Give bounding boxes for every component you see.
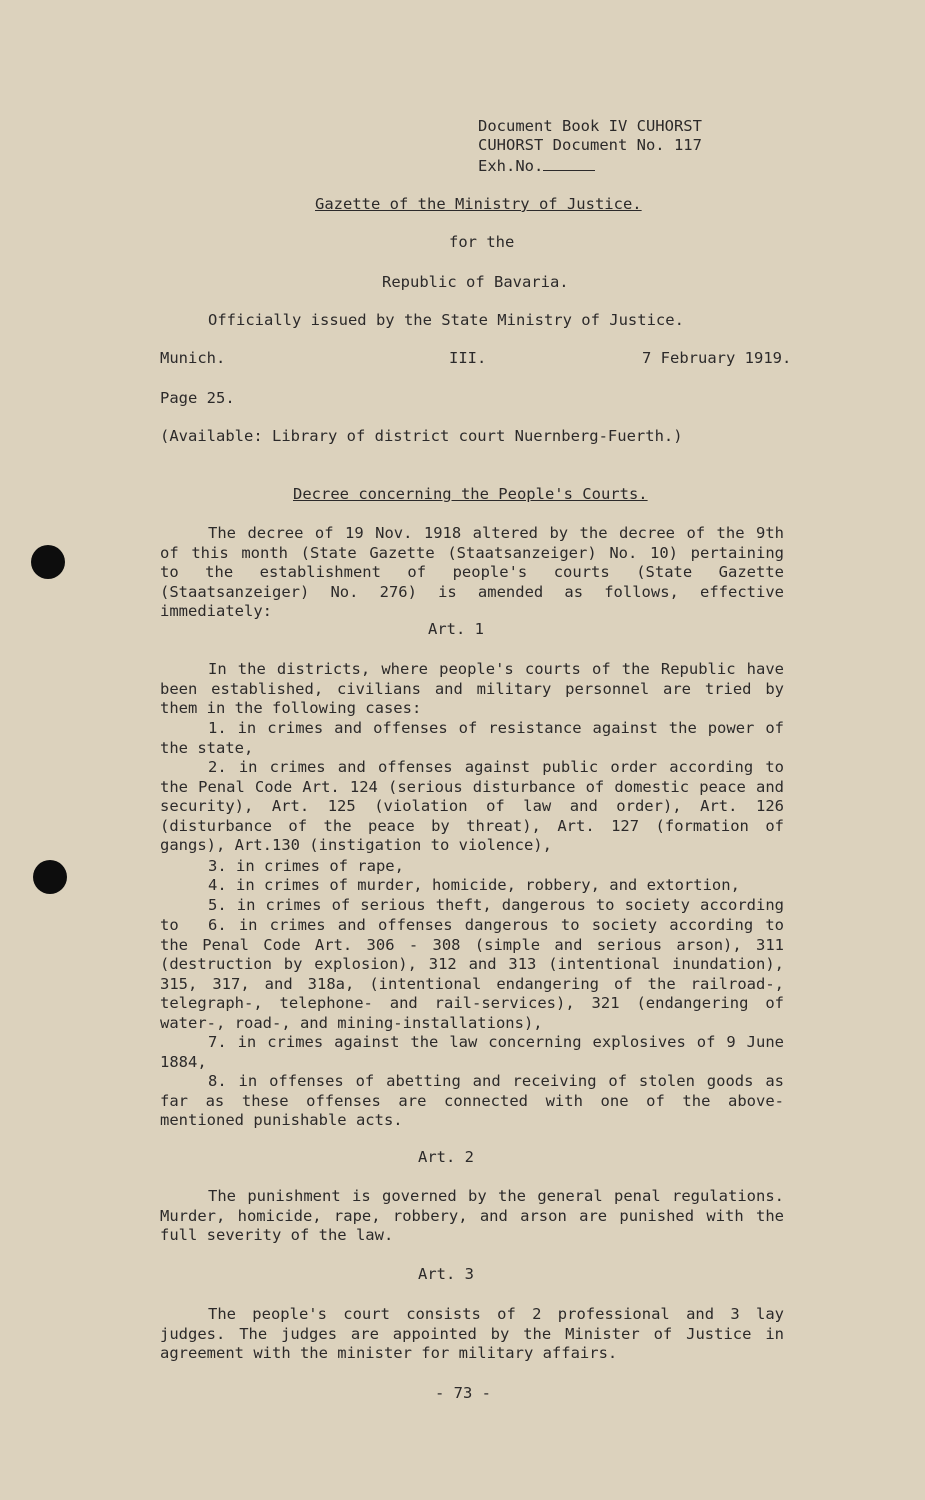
doc-book-line: Document Book IV CUHORST xyxy=(478,117,702,135)
exhibit-line xyxy=(478,155,595,176)
gazette-title: Gazette of the Ministry of Justice. xyxy=(315,195,642,213)
art3-heading: Art. 3 xyxy=(418,1265,474,1283)
punch-hole xyxy=(33,860,67,894)
art1-item: 8. in offenses of abetting and receiving of stolen goods as far as these offenses are connected with one of the above-mentioned punishable acts. xyxy=(160,1072,784,1129)
art1-intro: In the districts, where people's courts of the Republic have been established, civilians and military personnel are tried by them in the following cases: xyxy=(160,660,784,717)
gazette-republic: Republic of Bavaria. xyxy=(382,273,569,291)
exhibit-blank xyxy=(543,155,595,171)
exhibit-label: Exh.No. xyxy=(478,157,544,175)
page-reference: Page 25. xyxy=(160,389,235,407)
art1-item: 5. in crimes of serious theft, dangerous to society according to xyxy=(160,896,784,934)
art2-text: The punishment is governed by the general penal regulations. Murder, homicide, rape, robbery, and arson are punished with the full severity of the law. xyxy=(160,1187,784,1244)
issue-number: III. xyxy=(449,349,487,367)
art2-heading: Art. 2 xyxy=(418,1148,474,1166)
art1-item: 3. in crimes of rape, xyxy=(208,857,404,875)
art1-heading: Art. 1 xyxy=(428,620,484,638)
issue-date: 7 February 1919. xyxy=(642,349,792,367)
art1-item: 7. in crimes against the law concerning explosives of 9 June 1884, xyxy=(160,1033,784,1071)
decree-heading: Decree concerning the People's Courts. xyxy=(293,485,648,503)
art1-item: 6. in crimes and offenses dangerous to society according to the Penal Code Art. 306 - 308 (simple and serious arson), 311 (destruction by explosion), 312 and 313 (intentional inundation), 315, 317, and 318a, (intentional endangering of the railroad-, telegraph-, telephone- and rail-services), 321 (endangering of water-, road-, and mining-installations), xyxy=(160,916,784,1032)
art1-item: 2. in crimes and offenses against public order according to the Penal Code Art. 124 (serious disturbance of domestic peace and security), Art. 125 (violation of law and order), Art. 126 (disturbance of the peace by threat), Art. 127 (formation of gangs), Art.130 (instigation to violence), xyxy=(160,758,784,854)
gazette-issued: Officially issued by the State Ministry of Justice. xyxy=(208,311,684,329)
place: Munich. xyxy=(160,349,226,367)
gazette-for-the: for the xyxy=(449,233,515,251)
art1-item: 4. in crimes of murder, homicide, robbery, and extortion, xyxy=(208,876,740,894)
availability-note: (Available: Library of district court Nuernberg-Fuerth.) xyxy=(160,427,683,445)
art1-item: 1. in crimes and offenses of resistance against the power of the state, xyxy=(160,719,784,757)
art3-text: The people's court consists of 2 professional and 3 lay judges. The judges are appointed by the Minister of Justice in agreement with the minister for military affairs. xyxy=(160,1305,784,1362)
punch-hole xyxy=(31,545,65,579)
decree-intro: The decree of 19 Nov. 1918 altered by the decree of the 9th of this month (State Gazette (Staatsanzeiger) No. 10) pertaining to the establishment of people's courts (State Gazette (Staatsanzeiger) No. 276) is amended as follows, effective immediately: xyxy=(160,524,784,620)
doc-number-line: CUHORST Document No. 117 xyxy=(478,136,702,154)
page-number: - 73 - xyxy=(435,1384,491,1402)
